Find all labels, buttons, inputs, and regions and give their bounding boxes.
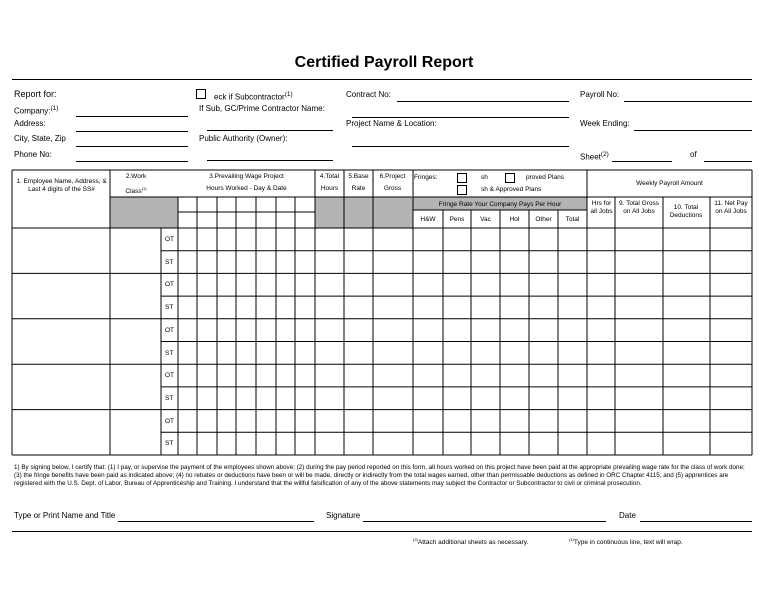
report-for-label: Report for: [14,89,57,99]
row-label-6: OT [165,372,175,380]
fringe-col-2: Vac [480,216,491,223]
gross-all-jobs-header: 9. Total Gross on All Jobs [619,200,659,215]
certification-statement: 1) By signing below, I certify that: (1) I pay, or supervise the payment of the employees shown above; (2) during the pay period reported on this form, all hours worked on this project have been paid at the appropriate prevailing wage rate for the class of work done; (3) the fringe benefits have been paid as indicated above; (4) no rebates or deductions have been or will be made, directly or indirectly from the total wages earned, other than permissable deductions as defined in ORC Chapter 4115; and (5) apprentices are registered with the U.S. Dept. of Labor, Bureau of Apprenticeship and Training. I understand that the willful falsification of any of the above statements may subject the Contractor or Subcontractor to civil or criminal prosecution. [14,464,745,487]
signature-field[interactable] [363,521,606,522]
fringe-rate-header: Fringe Rate Your Company Pays Per Hour [438,201,562,208]
signature-label: Signature [326,511,361,520]
col-project-gross-2: Gross [383,185,402,192]
hrs-all-jobs-header: Hrs for all Jobs [590,200,613,215]
text-wrap-note: $^{(1)}$Type in continuous line, text will wrap. [569,537,683,547]
date-field[interactable] [640,521,752,522]
fringe-both-label: sh & Approved Plans [481,186,542,193]
subcontractor-label: eck if Subcontractor$^{(1)}$ [214,91,293,102]
print-name-label: Type or Print Name and Title [14,511,116,520]
page-title: Certified Payroll Report [294,54,474,71]
total-deductions-header: 10. Total Deductions [669,204,703,219]
col-total-hours-2: Hours [320,185,339,192]
col-prevailing-header-1: 3.Prevailing Wage Project [209,173,284,180]
fringe-col-1: Pens [449,216,465,223]
row-label-7: ST [165,394,174,402]
col-base-rate-2: Rate [351,185,366,192]
col-work-class-header-1: 2.Work [125,173,147,180]
col-employee-header: 1. Employee Name, Address, & Last 4 digits of the SS# [16,178,107,193]
shaded-cell [110,197,178,228]
sheet-label: Sheet$^{(2)}$ [580,151,609,162]
company-label: Company:$^{(1)}$ [14,105,59,116]
fringe-cash-label: sh [481,174,488,181]
col-work-class-header-2: Class$^{(1)}$ [125,186,147,196]
fringe-col-0: H&W [420,216,436,223]
address-label: Address: [14,119,46,128]
fringe-col-5: Total [565,216,580,223]
row-label-1: ST [165,258,174,266]
fringe-cash-checkbox[interactable] [457,173,467,183]
row-label-9: ST [165,440,174,448]
city-label: City, State, Zip [14,134,66,143]
col-base-rate-1: 5.Base [348,173,369,180]
project-name-label: Project Name & Location: [346,119,437,128]
gc-name-label: If Sub, GC/Prime Contractor Name: [199,104,325,113]
col-project-gross-1: 6.Project [379,173,406,180]
public-authority-label: Public Authority (Owner): [199,134,288,143]
contract-no-label: Contract No: [346,90,391,99]
week-ending-label: Week Ending: [580,119,630,128]
fringes-label: Fringes: [414,174,438,181]
row-label-3: ST [165,304,174,312]
net-pay-header: 11. Net Pay on All Jobs [714,200,748,215]
row-label-8: OT [165,417,175,425]
fringe-col-4: Other [535,216,552,223]
row-label-4: OT [165,326,175,334]
phone-label: Phone No: [14,150,52,159]
fringe-both-checkbox[interactable] [457,185,467,195]
row-label-2: OT [165,281,175,289]
shaded-cell [373,197,413,228]
of-label: of [690,150,697,159]
payroll-no-label: Payroll No: [580,90,620,99]
fringe-col-3: Hol [509,216,520,223]
row-label-0: OT [165,236,175,243]
weekly-payroll-header: Weekly Payroll Amount [636,180,703,187]
col-total-hours-1: 4.Total [319,173,340,180]
date-label: Date [619,511,636,520]
footer-rule [12,531,752,532]
fringe-plans-label: proved Plans [526,174,564,181]
row-label-5: ST [165,349,174,357]
attach-sheets-note: $^{(2)}$Attach additional sheets as necessary. [413,537,529,547]
print-name-field[interactable] [118,521,314,522]
col-prevailing-header-2: Hours Worked - Day & Date [206,185,287,192]
fringe-plans-checkbox[interactable] [505,173,515,183]
